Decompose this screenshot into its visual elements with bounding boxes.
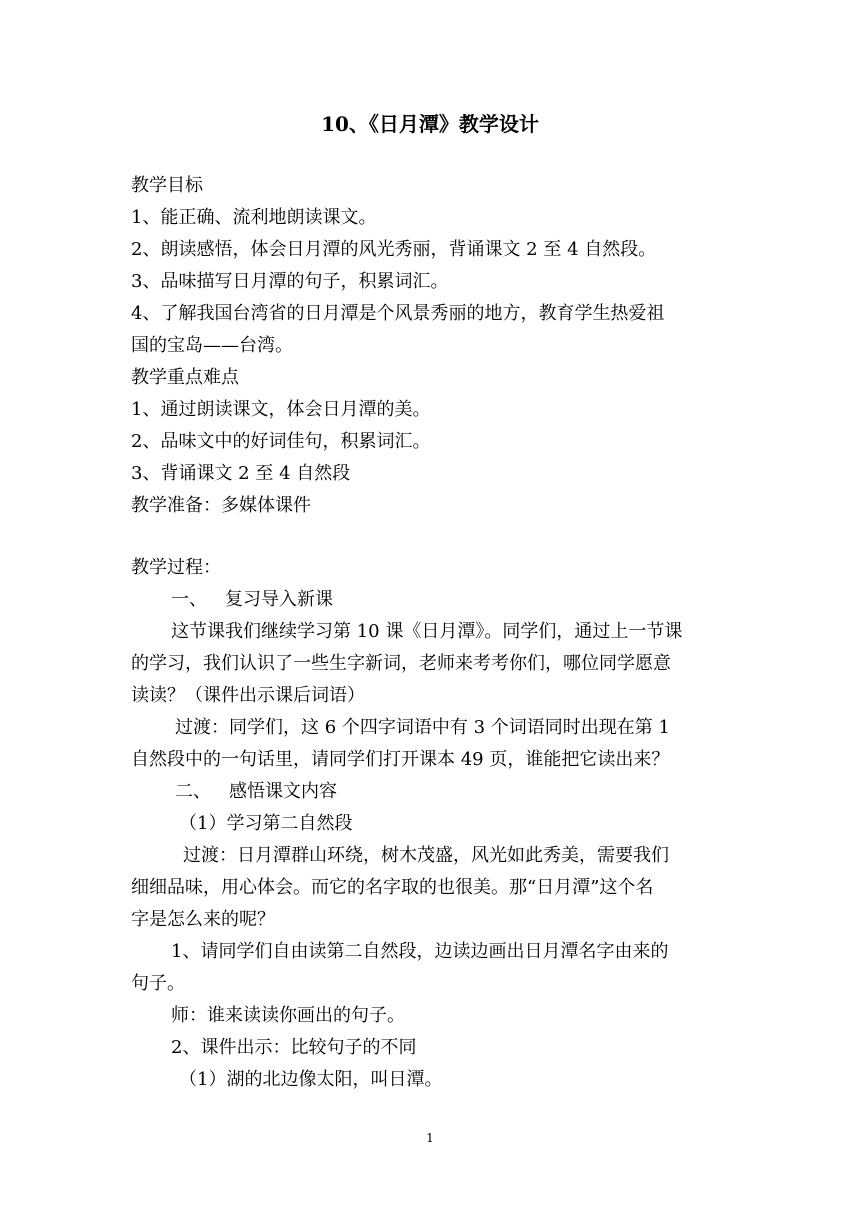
section-title: 复习导入新课: [225, 589, 333, 610]
key-point-item: 1、通过朗读课文，体会日月潭的美。: [131, 399, 431, 420]
goal-item: 3、品味描写日月潭的句子，积累词汇。: [131, 271, 449, 292]
heading-teaching-goals: 教学目标: [131, 175, 203, 196]
goal-item: 1、能正确、流利地朗读课文。: [131, 207, 377, 228]
blank-line: [131, 522, 731, 552]
section-title: 感悟课文内容: [229, 781, 337, 802]
paragraph-line: 过渡：同学们，这 6 个四字词语中有 3 个词语同时出现在第 1: [175, 717, 670, 738]
heading-teaching-process: 教学过程：: [131, 557, 221, 578]
paragraph-line: 读读？（课件出示课后词语）: [131, 685, 365, 706]
paragraph-line: 句子。: [131, 973, 185, 994]
paragraph-line: 师：谁来读读你画出的句子。: [171, 1005, 405, 1026]
paragraph-line: 2、课件出示：比较句子的不同: [171, 1037, 417, 1058]
paragraph-line: 字是怎么来的呢？: [131, 909, 275, 930]
paragraph-line: 自然段中的一句话里，请同学们打开课本 49 页，谁能把它读出来？: [131, 749, 670, 770]
heading-key-points: 教学重点难点: [131, 367, 239, 388]
key-point-item: 3、背诵课文 2 至 4 自然段: [131, 463, 351, 484]
page-number: 1: [426, 1131, 434, 1145]
teaching-preparation: 教学准备：多媒体课件: [131, 495, 311, 516]
paragraph-line: 这节课我们继续学习第 10 课《日月潭》。同学们，通过上一节课: [171, 621, 683, 642]
section-heading-review: [131, 584, 731, 616]
paragraph-line: （1）湖的北边像太阳，叫日潭。: [179, 1069, 443, 1090]
key-point-item: 2、品味文中的好词佳句，积累词汇。: [131, 431, 431, 452]
section-number: 二、: [175, 781, 211, 802]
section-heading-comprehension: [131, 776, 731, 808]
subsection-heading: （1）学习第二自然段: [179, 813, 353, 834]
paragraph-line: 细细品味，用心体会。而它的名字取的也很美。那“日月潭”这个名: [131, 877, 654, 898]
document-title: 10、《日月潭》教学设计: [321, 112, 539, 136]
paragraph-line: 1、请同学们自由读第二自然段，边读边画出日月潭名字由来的: [171, 941, 669, 962]
goal-item: 2、朗读感悟，体会日月潭的风光秀丽，背诵课文 2 至 4 自然段。: [131, 239, 657, 260]
paragraph-line: 的学习，我们认识了一些生字新词，老师来考考你们，哪位同学愿意: [131, 653, 671, 674]
section-number: 一、: [171, 589, 207, 610]
paragraph-line: 过渡：日月潭群山环绕，树木茂盛，风光如此秀美，需要我们: [183, 845, 669, 866]
goal-item-continued: 国的宝岛——台湾。: [131, 335, 293, 356]
goal-item: 4、了解我国台湾省的日月潭是个风景秀丽的地方，教育学生热爱祖: [131, 303, 665, 324]
document-body: [131, 170, 731, 1096]
